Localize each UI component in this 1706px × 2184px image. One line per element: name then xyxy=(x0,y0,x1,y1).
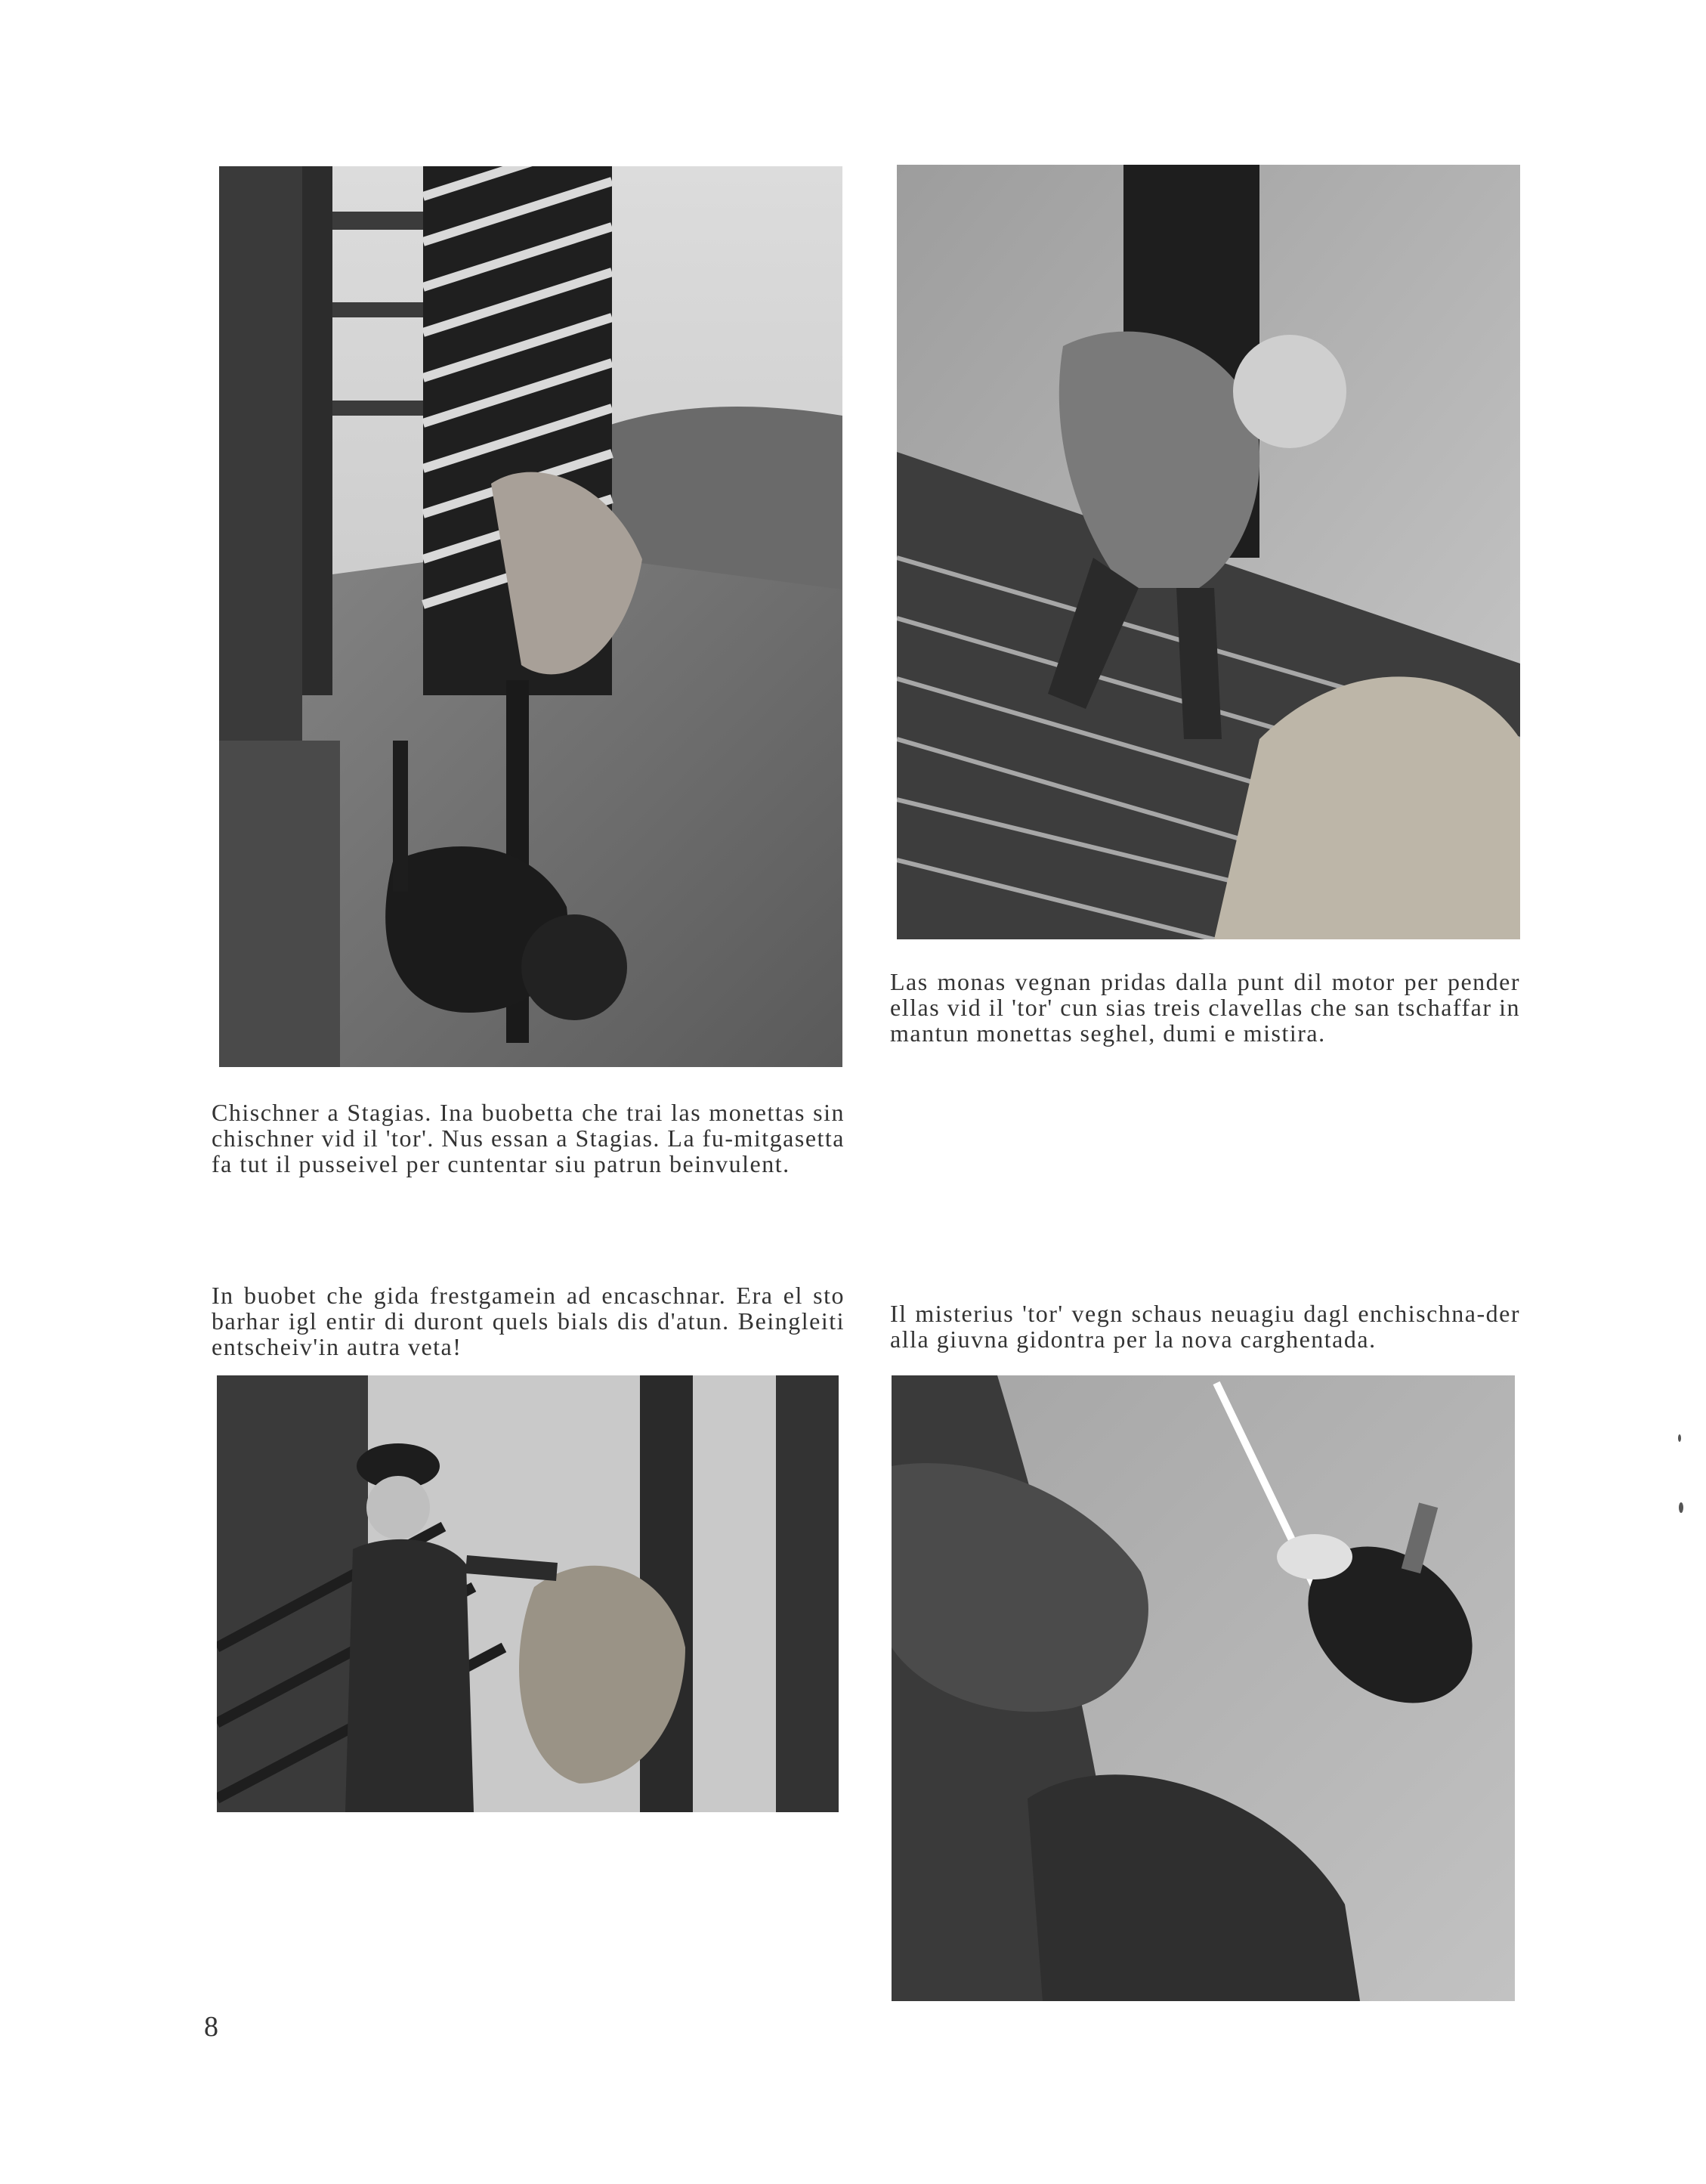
caption-middle-right: Il misterius 'tor' vegn schaus neuagiu dagl enchischna-der alla giuvna gidontra per la nova carghentada. xyxy=(890,1300,1520,1353)
caption-top-right: Las monas vegnan pridas dalla punt dil motor per pender ellas vid il 'tor' cun sias treis clavellas che san tschaffar in mantun monettas seghel, dumi e mistira. xyxy=(890,968,1520,1047)
caption-middle-left: In buobet che gida frestgamein ad encaschnar. Era el sto barhar igl entir di duront quels bials dis d'atun. Beingleiti entscheiv'in autra veta! xyxy=(212,1282,845,1360)
photo-pulley-rope xyxy=(892,1375,1515,2001)
photo-boy-carrying-sheaf-image xyxy=(217,1375,839,1812)
photo-hay-rack-tractor xyxy=(219,166,842,1067)
photo-pulley-rope-image xyxy=(892,1375,1515,2001)
margin-speck xyxy=(1678,1434,1681,1442)
photo-boy-carrying-sheaf xyxy=(217,1375,839,1812)
caption-top-left: Chischner a Stagias. Ina buobetta che trai las monettas sin chischner vid il 'tor'. Nus essan a Stagias. La fu-mitgasetta fa tut il pusseivel per cuntentar siu patrun beinvulent. xyxy=(212,1099,845,1177)
margin-speck xyxy=(1679,1502,1683,1513)
photo-girl-sheaves-image xyxy=(897,165,1520,939)
page-number: 8 xyxy=(204,2011,218,2043)
photo-girl-sheaves xyxy=(897,165,1520,939)
photo-hay-rack-tractor-image xyxy=(219,166,842,1067)
